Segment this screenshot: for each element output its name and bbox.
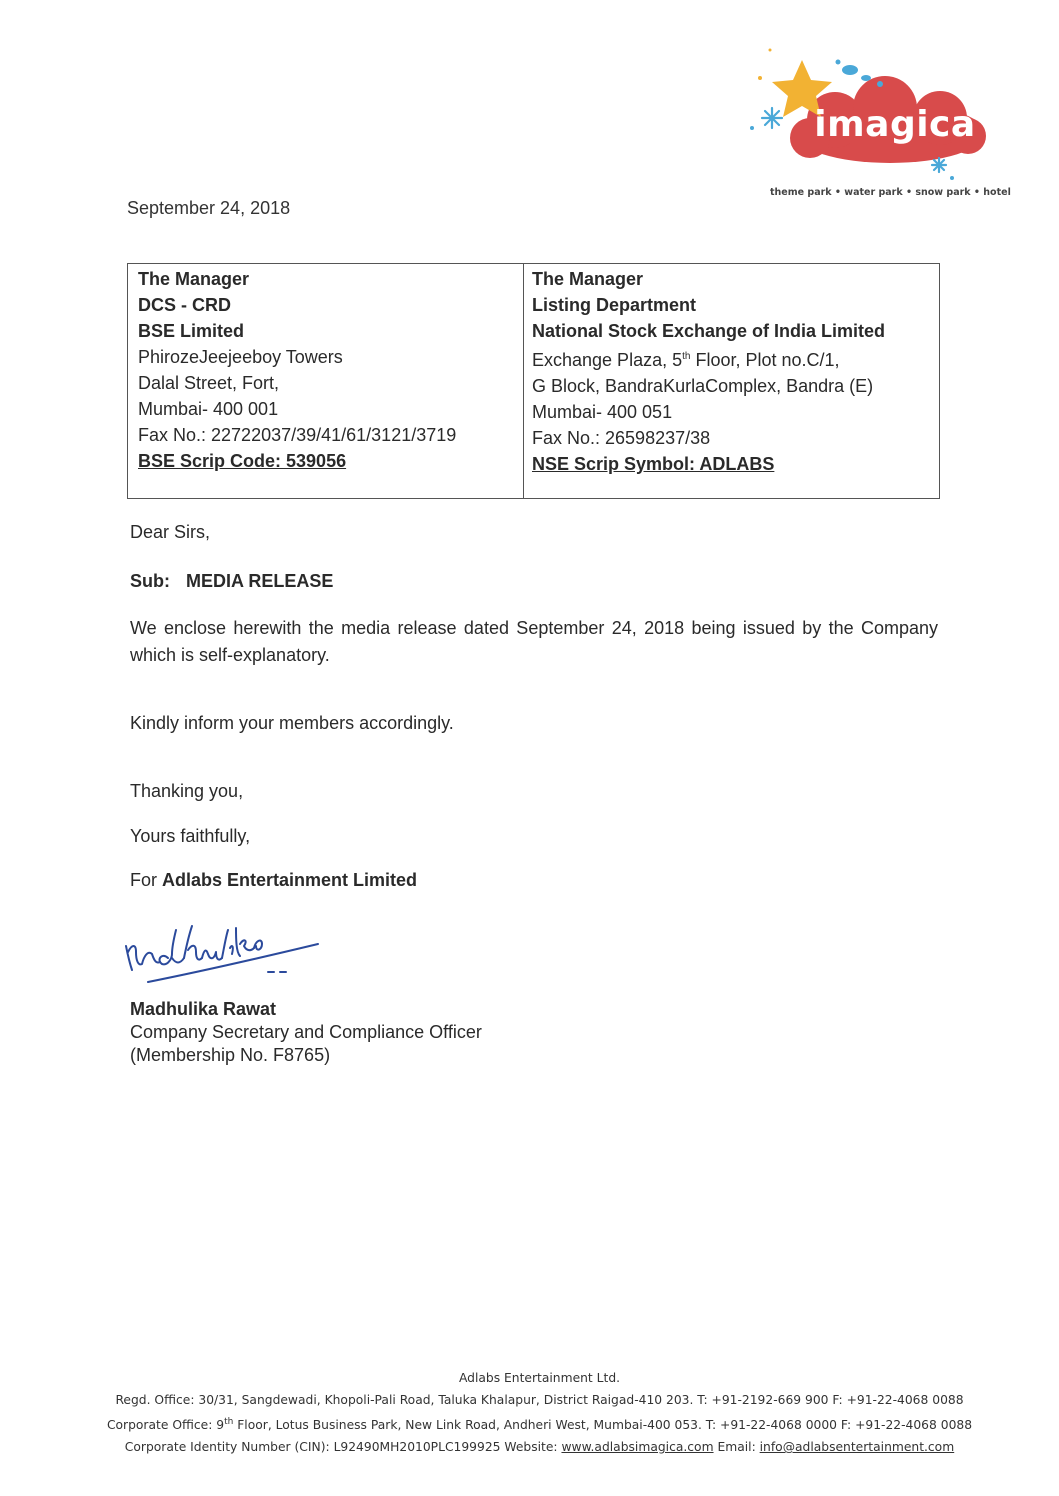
addressee-line: G Block, BandraKurlaComplex, Bandra (E): [532, 376, 874, 396]
subject-label: Sub:: [130, 571, 170, 591]
subject-line: [130, 571, 333, 592]
ordinal-suffix: th: [224, 1417, 234, 1427]
closing-line: Yours faithfully,: [130, 826, 251, 846]
addressee-table: [127, 263, 940, 499]
bse-scrip-code: BSE Scrip Code: 539056: [138, 451, 347, 471]
handwritten-signature: [118, 908, 338, 993]
addressee-line: Mumbai- 400 001: [138, 399, 279, 419]
footer-corporate-office: [40, 1411, 1039, 1436]
salutation: Dear Sirs,: [130, 522, 211, 542]
footer-text: Corporate Identity Number (CIN): L92490MH2010PLC199925 Website:: [124, 1440, 562, 1455]
addressee-line: The Manager: [138, 269, 250, 289]
body-paragraph: We enclose herewith the media release dated September 24, 2018 being issued by the Company which is self-explanatory.: [130, 618, 938, 665]
footer-text: Email:: [713, 1440, 760, 1455]
for-company-line: [130, 870, 417, 891]
addressee-bse: [128, 264, 524, 498]
addressee-line: National Stock Exchange of India Limited: [532, 321, 886, 341]
addressee-line: Mumbai- 400 051: [532, 402, 673, 422]
signer-membership: (Membership No. F8765): [130, 1045, 331, 1065]
addressee-line: Dalal Street, Fort,: [138, 373, 280, 393]
footer-cin: [40, 1436, 1039, 1458]
addressee-line: PhirozeJeejeeboy Towers: [138, 347, 343, 367]
subject-text: MEDIA RELEASE: [186, 571, 334, 591]
addressee-line: The Manager: [532, 269, 644, 289]
address-text: Floor, Plot no.C/1,: [690, 350, 840, 370]
thanks-line: Thanking you,: [130, 781, 244, 801]
footer-company: Adlabs Entertainment Ltd.: [458, 1371, 621, 1385]
logo-wordmark: imagica: [814, 104, 976, 145]
footer-text: Corporate Office: 9: [106, 1418, 225, 1433]
signer-block: [130, 998, 482, 1067]
logo-tagline: theme park • water park • snow park • hotel: [770, 187, 1011, 198]
addressee-line: BSE Limited: [138, 321, 245, 341]
addressee-line: DCS - CRD: [138, 295, 231, 315]
letterhead-footer: [40, 1367, 1039, 1458]
company-name: Adlabs Entertainment Limited: [162, 870, 418, 890]
nse-scrip-symbol: NSE Scrip Symbol: ADLABS: [532, 454, 775, 474]
request-line: Kindly inform your members accordingly.: [130, 713, 454, 733]
imagica-logo: [740, 38, 1010, 208]
for-prefix: For: [130, 870, 163, 890]
addressee-line: Listing Department: [532, 295, 697, 315]
website-link[interactable]: www.adlabsimagica.com: [561, 1440, 714, 1455]
addressee-fax: Fax No.: 22722037/39/41/61/3121/3719: [138, 425, 457, 445]
email-link[interactable]: info@adlabsentertainment.com: [759, 1440, 955, 1455]
letter-date: September 24, 2018: [127, 198, 291, 218]
addressee-nse: [524, 264, 939, 498]
address-text: Exchange Plaza, 5: [532, 350, 683, 370]
signer-name: Madhulika Rawat: [130, 999, 277, 1019]
addressee-fax: Fax No.: 26598237/38: [532, 428, 711, 448]
footer-regd-office: Regd. Office: 30/31, Sangdewadi, Khopoli-Pali Road, Taluka Khalapur, District Raigad-410 203. T: +91-2192-669 900 F: +91-22-4068 0088: [115, 1393, 964, 1407]
signer-title: Company Secretary and Compliance Officer: [130, 1022, 482, 1042]
addressee-line: [532, 344, 939, 373]
footer-text: Floor, Lotus Business Park, New Link Road, Andheri West, Mumbai-400 053. T: +91-22-4068 0000 F: +91-22-4068 0088: [233, 1418, 973, 1433]
ordinal-suffix: th: [682, 351, 691, 362]
signature-graphic: [118, 908, 338, 988]
